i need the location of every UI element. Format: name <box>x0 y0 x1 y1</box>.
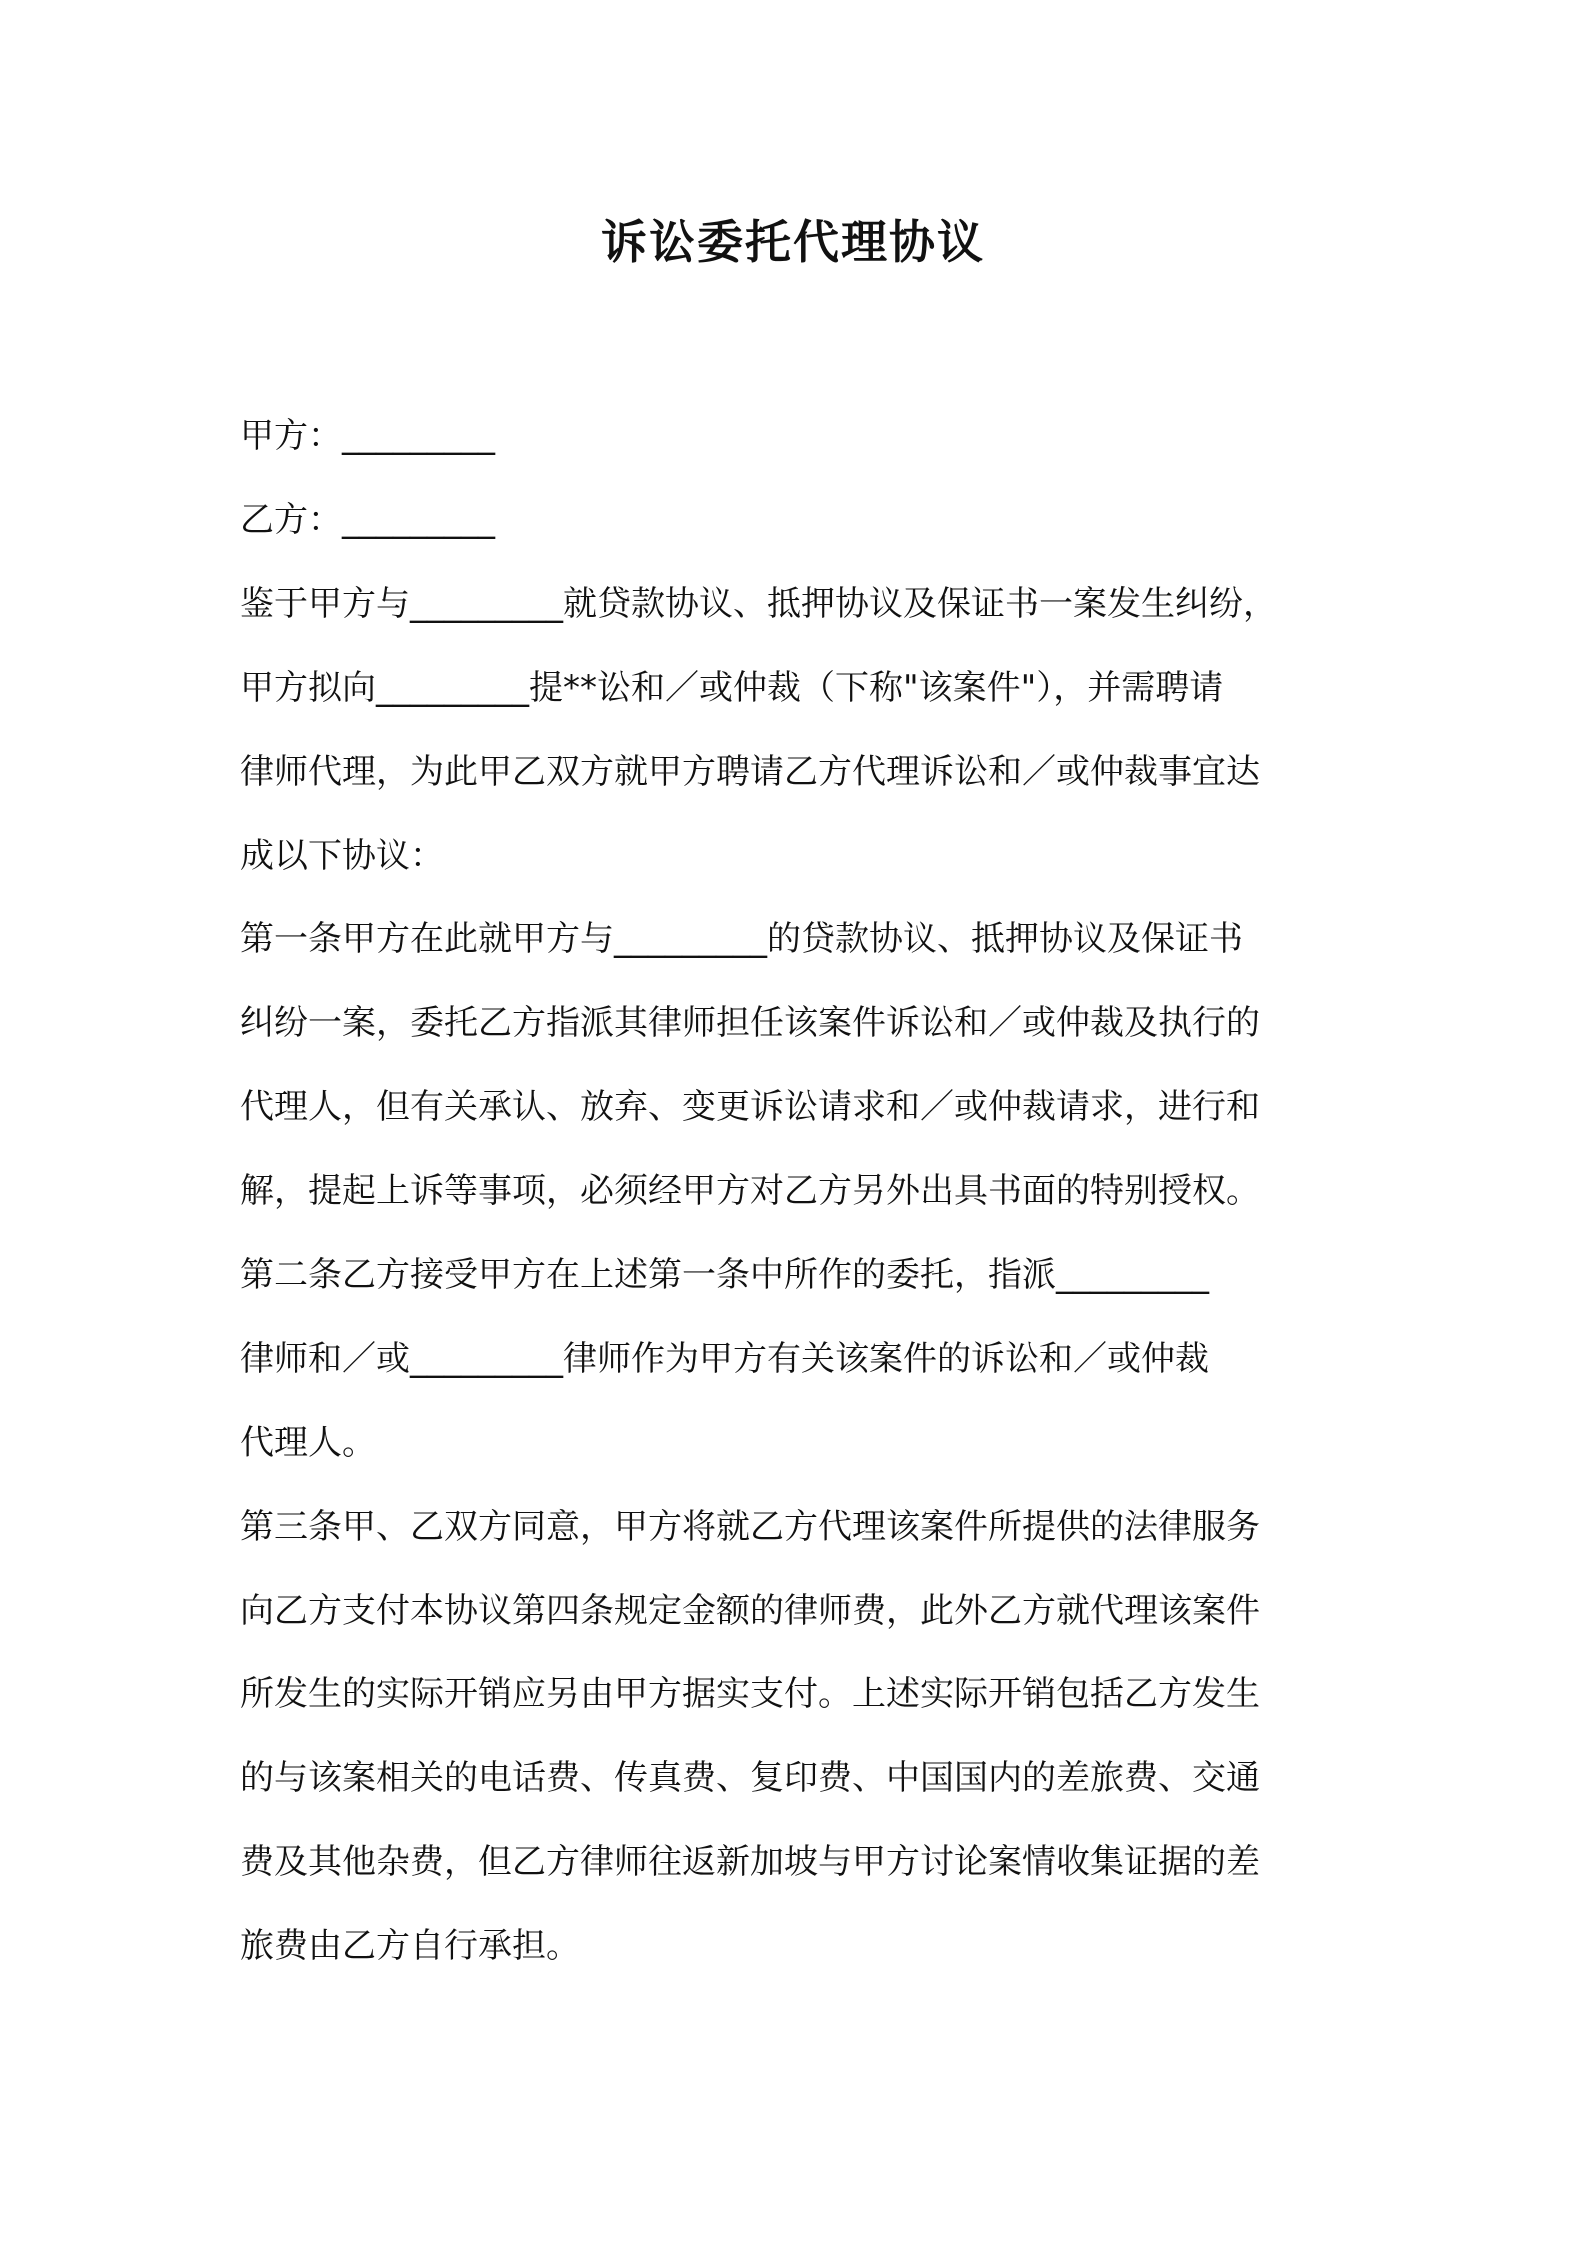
preamble-line-2: 甲方拟向_________提**讼和／或仲裁（下称"该案件"），并需聘请 <box>240 668 1224 708</box>
article-2-line-1: 第二条乙方接受甲方在上述第一条中所作的委托，指派_________ <box>240 1255 1209 1295</box>
article-1-line-2: 纠纷一案，委托乙方指派其律师担任该案件诉讼和／或仲裁及执行的 <box>240 1003 1260 1043</box>
preamble-line-1: 鉴于甲方与_________就贷款协议、抵押协议及保证书一案发生纠纷， <box>240 584 1277 624</box>
party-a-line: 甲方：_________ <box>240 416 495 456</box>
article-2-line-3: 代理人。 <box>240 1423 376 1463</box>
article-1-line-3: 代理人，但有关承认、放弃、变更诉讼请求和／或仲裁请求，进行和 <box>240 1087 1260 1127</box>
preamble-line-3: 律师代理，为此甲乙双方就甲方聘请乙方代理诉讼和／或仲裁事宜达 <box>240 752 1260 792</box>
article-2-line-2: 律师和／或_________律师作为甲方有关该案件的诉讼和／或仲裁 <box>240 1339 1209 1379</box>
article-1-line-1: 第一条甲方在此就甲方与_________的贷款协议、抵押协议及保证书 <box>240 919 1243 959</box>
article-3-line-1: 第三条甲、乙双方同意，甲方将就乙方代理该案件所提供的法律服务 <box>240 1507 1260 1547</box>
article-3-line-4: 的与该案相关的电话费、传真费、复印费、中国国内的差旅费、交通 <box>240 1758 1260 1798</box>
article-1-line-4: 解，提起上诉等事项，必须经甲方对乙方另外出具书面的特别授权。 <box>240 1171 1260 1211</box>
party-b-line: 乙方：_________ <box>240 500 495 540</box>
article-3-line-2: 向乙方支付本协议第四条规定金额的律师费，此外乙方就代理该案件 <box>240 1591 1260 1631</box>
document-title: 诉讼委托代理协议 <box>601 215 985 269</box>
article-3-line-6: 旅费由乙方自行承担。 <box>240 1926 580 1966</box>
preamble-line-4: 成以下协议： <box>240 836 444 876</box>
article-3-line-3: 所发生的实际开销应另由甲方据实支付。上述实际开销包括乙方发生 <box>240 1674 1260 1714</box>
article-3-line-5: 费及其他杂费，但乙方律师往返新加坡与甲方讨论案情收集证据的差 <box>240 1842 1260 1882</box>
